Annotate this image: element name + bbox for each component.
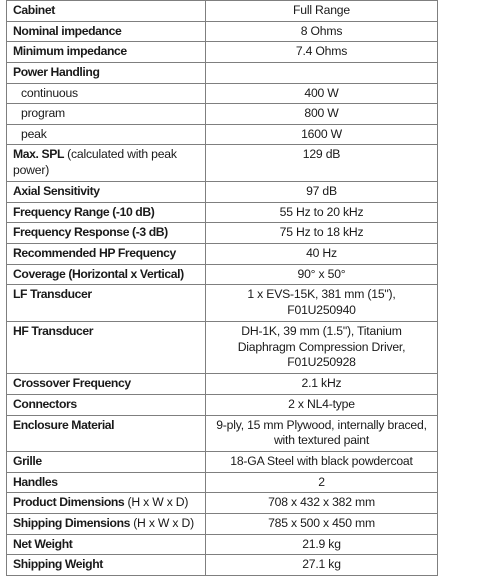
spec-label: Minimum impedance	[7, 42, 206, 63]
table-row	[7, 83, 438, 104]
table-row	[7, 182, 438, 203]
spec-value: 400 W	[206, 83, 438, 104]
table-row	[7, 1, 438, 22]
table-row	[7, 534, 438, 555]
spec-value: 55 Hz to 20 kHz	[206, 202, 438, 223]
spec-value: 75 Hz to 18 kHz	[206, 223, 438, 244]
table-row	[7, 21, 438, 42]
spec-value: 8 Ohms	[206, 21, 438, 42]
table-row	[7, 513, 438, 534]
spec-value: 800 W	[206, 104, 438, 125]
spec-value: 2 x NL4-type	[206, 395, 438, 416]
spec-value: 21.9 kg	[206, 534, 438, 555]
spec-value	[206, 62, 438, 83]
spec-value: 90° x 50°	[206, 264, 438, 285]
spec-label-cell	[7, 145, 206, 182]
table-row	[7, 374, 438, 395]
spec-value: Full Range	[206, 1, 438, 22]
spec-value: 1 x EVS-15K, 381 mm (15"), F01U250940	[206, 285, 438, 322]
spec-label-note: (calculated with peak power)	[13, 147, 177, 177]
spec-label: peak	[7, 124, 206, 145]
spec-label-cell	[7, 493, 206, 514]
spec-value: 27.1 kg	[206, 555, 438, 576]
spec-value: 2	[206, 472, 438, 493]
spec-label-note: (H x W x D)	[133, 515, 194, 530]
spec-label: Axial Sensitivity	[7, 182, 206, 203]
spec-value: 708 x 432 x 382 mm	[206, 493, 438, 514]
spec-label: Product Dimensions	[13, 495, 125, 509]
table-row	[7, 124, 438, 145]
spec-label-cell	[7, 513, 206, 534]
table-row	[7, 415, 438, 451]
table-row	[7, 264, 438, 285]
table-row	[7, 62, 438, 83]
table-row	[7, 42, 438, 63]
table-row	[7, 493, 438, 514]
spec-value: 129 dB	[206, 145, 438, 182]
spec-label-note: (H x W x D)	[127, 495, 189, 509]
spec-value: 97 dB	[206, 182, 438, 203]
spec-label: program	[7, 104, 206, 125]
spec-label: Max. SPL	[13, 147, 64, 161]
table-row	[7, 555, 438, 576]
table-row	[7, 244, 438, 265]
spec-label: Connectors	[7, 395, 206, 416]
table-row	[7, 451, 438, 472]
spec-label: Frequency Range (-10 dB)	[7, 202, 206, 223]
spec-value: 9-ply, 15 mm Plywood, internally braced, with textured paint	[206, 415, 438, 451]
spec-value: 2.1 kHz	[206, 374, 438, 395]
spec-label: HF Transducer	[7, 322, 206, 374]
table-row	[7, 395, 438, 416]
table-row	[7, 472, 438, 493]
spec-label: Shipping Dimensions	[13, 515, 130, 530]
spec-value: 785 x 500 x 450 mm	[206, 513, 438, 534]
table-row	[7, 285, 438, 322]
spec-value: 7.4 Ohms	[206, 42, 438, 63]
spec-value: 40 Hz	[206, 244, 438, 265]
spec-label: Enclosure Material	[7, 415, 206, 451]
spec-label: Frequency Response (-3 dB)	[7, 223, 206, 244]
spec-label: LF Transducer	[7, 285, 206, 322]
table-row	[7, 202, 438, 223]
table-row	[7, 104, 438, 125]
spec-label: Power Handling	[7, 62, 206, 83]
spec-label: Cabinet	[7, 1, 206, 22]
spec-label: Crossover Frequency	[7, 374, 206, 395]
specifications-table	[6, 0, 438, 576]
spec-label: Net Weight	[7, 534, 206, 555]
spec-label: Shipping Weight	[7, 555, 206, 576]
table-row	[7, 145, 438, 182]
table-row	[7, 223, 438, 244]
spec-label: Coverage (Horizontal x Vertical)	[7, 264, 206, 285]
spec-value: 18-GA Steel with black powdercoat	[206, 451, 438, 472]
spec-label: Handles	[7, 472, 206, 493]
spec-label: Recommended HP Frequency	[7, 244, 206, 265]
spec-label: Grille	[7, 451, 206, 472]
spec-value: 1600 W	[206, 124, 438, 145]
spec-label: continuous	[7, 83, 206, 104]
spec-label: Nominal impedance	[7, 21, 206, 42]
spec-value: DH-1K, 39 mm (1.5"), Titanium Diaphragm Compression Driver, F01U250928	[206, 322, 438, 374]
table-row	[7, 322, 438, 374]
